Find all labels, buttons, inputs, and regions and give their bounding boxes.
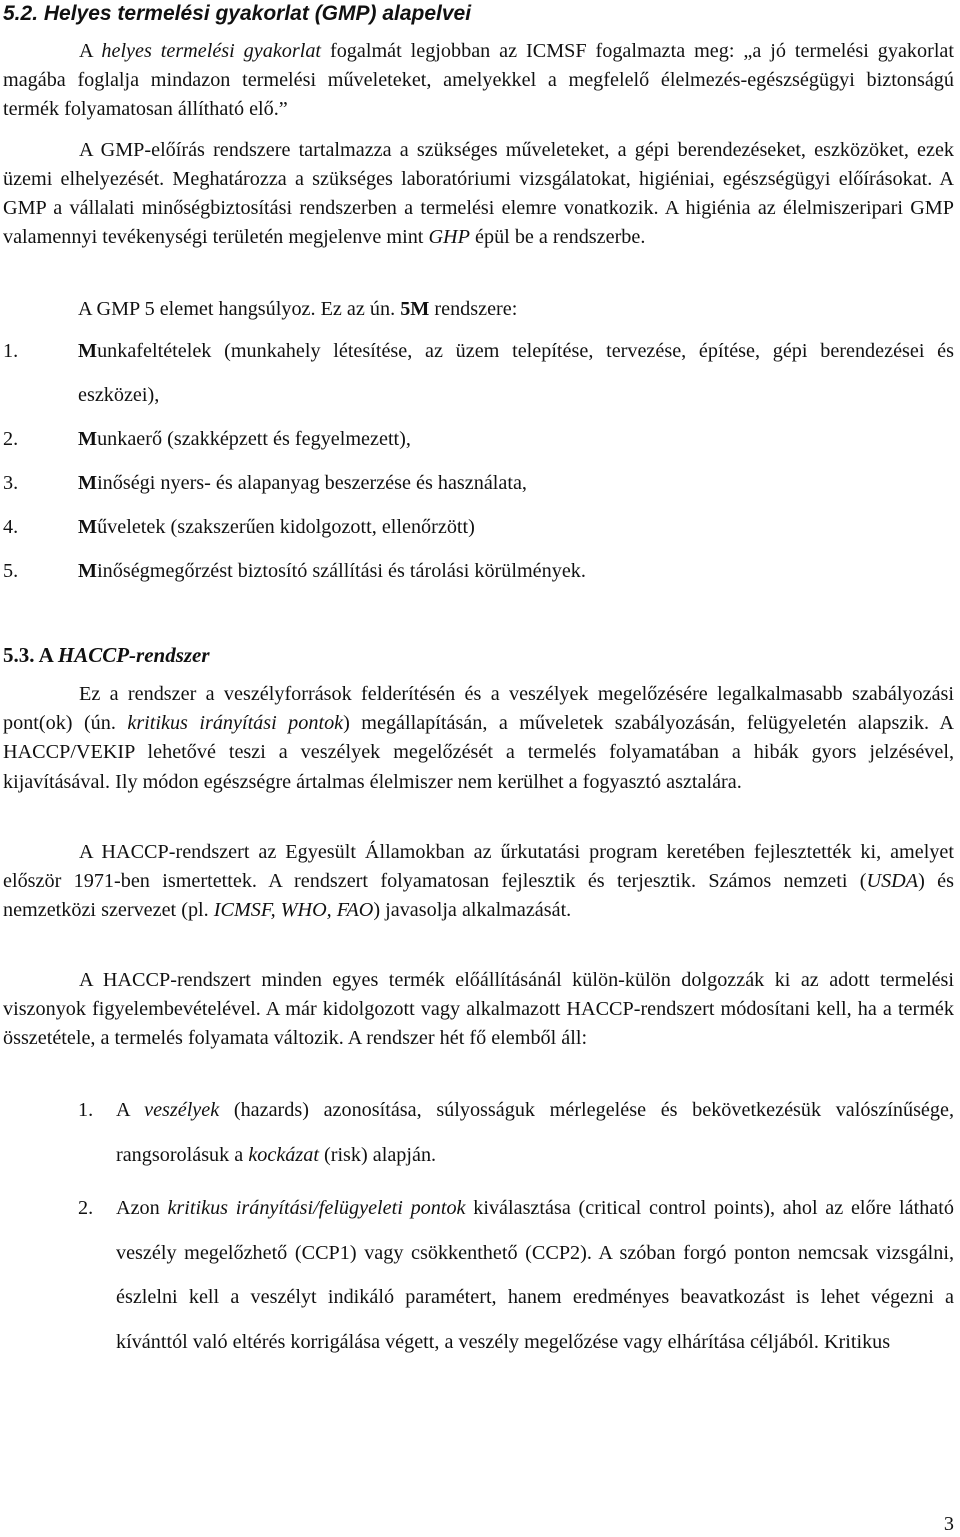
- list-item: 2. Azon kritikus irányítási/felügyeleti pontok kiválasztása (critical control points), ahol az előre látható veszély megelőzhető (CCP1) vagy csökkenthető (CCP2). A szóban forgó ponton nemcsak vizsgálni, észlelni kell a veszélyt indikáló paramétert, hanem eredményes beavatkozást is lehet végezni a kívánttól való eltérés korrigálása végett, a veszély megelőzése vagy elhárítása céljából. Kritikus: [78, 1197, 954, 1353]
- emphasis-term: helyes termelési gyakorlat: [101, 40, 322, 62]
- emphasis-term: USDA: [866, 870, 919, 893]
- list-item: 1. A veszélyek (hazards) azonosítása, súlyosságuk mérlegelése és bekövetkezésük valószínűsége, rangsorolásuk a kockázat (risk) alapján.: [78, 1099, 954, 1166]
- paragraph-gmp-definition: A helyes termelési gyakorlat fogalmát legjobban az ICMSF fogalmazta meg: „a jó termelési gyakorlat magába foglalja mindazon termelési műveleteket, amelyekkel a megfelelő élelmezés-egészségügyi biztonságú termék folyamatosan állítható elő.”: [3, 40, 954, 120]
- list-haccp-elements: [78, 1088, 954, 1364]
- list-5m: [3, 329, 954, 593]
- section-title: Helyes termelési gyakorlat (GMP) alapelvei: [43, 2, 472, 25]
- emphasis-term: ICMSF, WHO, FAO: [213, 899, 374, 922]
- section-title: HACCP-rendszer: [57, 643, 210, 667]
- section-number: 5.2.: [3, 2, 39, 25]
- list-item: 5. Minőségmegőrzést biztosító szállítási és tárolási körülmények.: [3, 560, 586, 582]
- bold-term: 5M: [400, 298, 430, 320]
- paragraph-haccp-history: A HACCP-rendszert az Egyesült Államokban az űrkutatási program keretében fejlesztették ki, amelyet először 1971-ben ismertettek. A rendszert folyamatosan fejlesztik és terjesztik. Számos nemzeti (USDA) és nemzetközi szervezet (pl. ICMSF, WHO, FAO) javasolja alkalmazását.: [3, 841, 954, 922]
- emphasis-term: kritikus irányítási pontok: [127, 712, 344, 735]
- paragraph-haccp-application: A HACCP-rendszert minden egyes termék előállításánál külön-külön dolgozzák ki az adott termelési viszonyok figyelembevételével. A már kidolgozott vagy alkalmazott HACCP-rendszert módosítani kell, ha a termék összetétele, a termelés folyamata változik. A rendszer hét fő elemből áll:: [3, 969, 954, 1050]
- list-item: 1. Munkafeltételek (munkahely létesítése, az üzem telepítése, tervezése, építése, gépi berendezései és eszközei),: [3, 340, 954, 406]
- list-item: 2. Munkaerő (szakképzett és fegyelmezett),: [3, 428, 411, 450]
- page-number: 3: [943, 1513, 954, 1535]
- list-item: 4. Műveletek (szakszerűen kidolgozott, ellenőrzött): [3, 516, 475, 538]
- paragraph-haccp-intro: Ez a rendszer a veszélyforrások felderítésén és a veszélyek megelőzésére legalkalmasabb szabályozási pont(ok) (ún. kritikus irányítási pontok) megállapításán, a műveletek szabályozásán, felügyeletén alapszik. A HACCP/VEKIP lehetővé teszi a veszélyek megelőzését a termelés folyamatában a hibák gyors jelzésével, kijavításával. Ily módon egészségre ártalmas élelmiszer nem kerülhet a fogyasztó asztalára.: [3, 683, 954, 793]
- section-number: 5.3. A: [3, 643, 58, 667]
- paragraph-gmp-rules: A GMP-előírás rendszere tartalmazza a szükséges műveleteket, a gépi berendezéseket, eszközöket, ezek üzemi elhelyezését. Meghatározza a szükséges laboratóriumi vizsgálatokat, higiéniai, egészségügyi előírásokat. A GMP a vállalati minőségbiztosítási rendszerben a termelési elemre vonatkozik. A higiénia az élelmiszeripari GMP valamennyi tevékenységi területén megjelenve mint GHP épül be a rendszerbe.: [3, 139, 954, 248]
- list-item: 3. Minőségi nyers- és alapanyag beszerzése és használata,: [3, 472, 527, 494]
- emphasis-term: GHP: [428, 226, 470, 248]
- paragraph-5m-intro: A GMP 5 elemet hangsúlyoz. Ez az ún. 5M rendszere:: [78, 298, 518, 320]
- section-heading-gmp: [3, 1, 471, 27]
- section-heading-haccp: [3, 642, 210, 668]
